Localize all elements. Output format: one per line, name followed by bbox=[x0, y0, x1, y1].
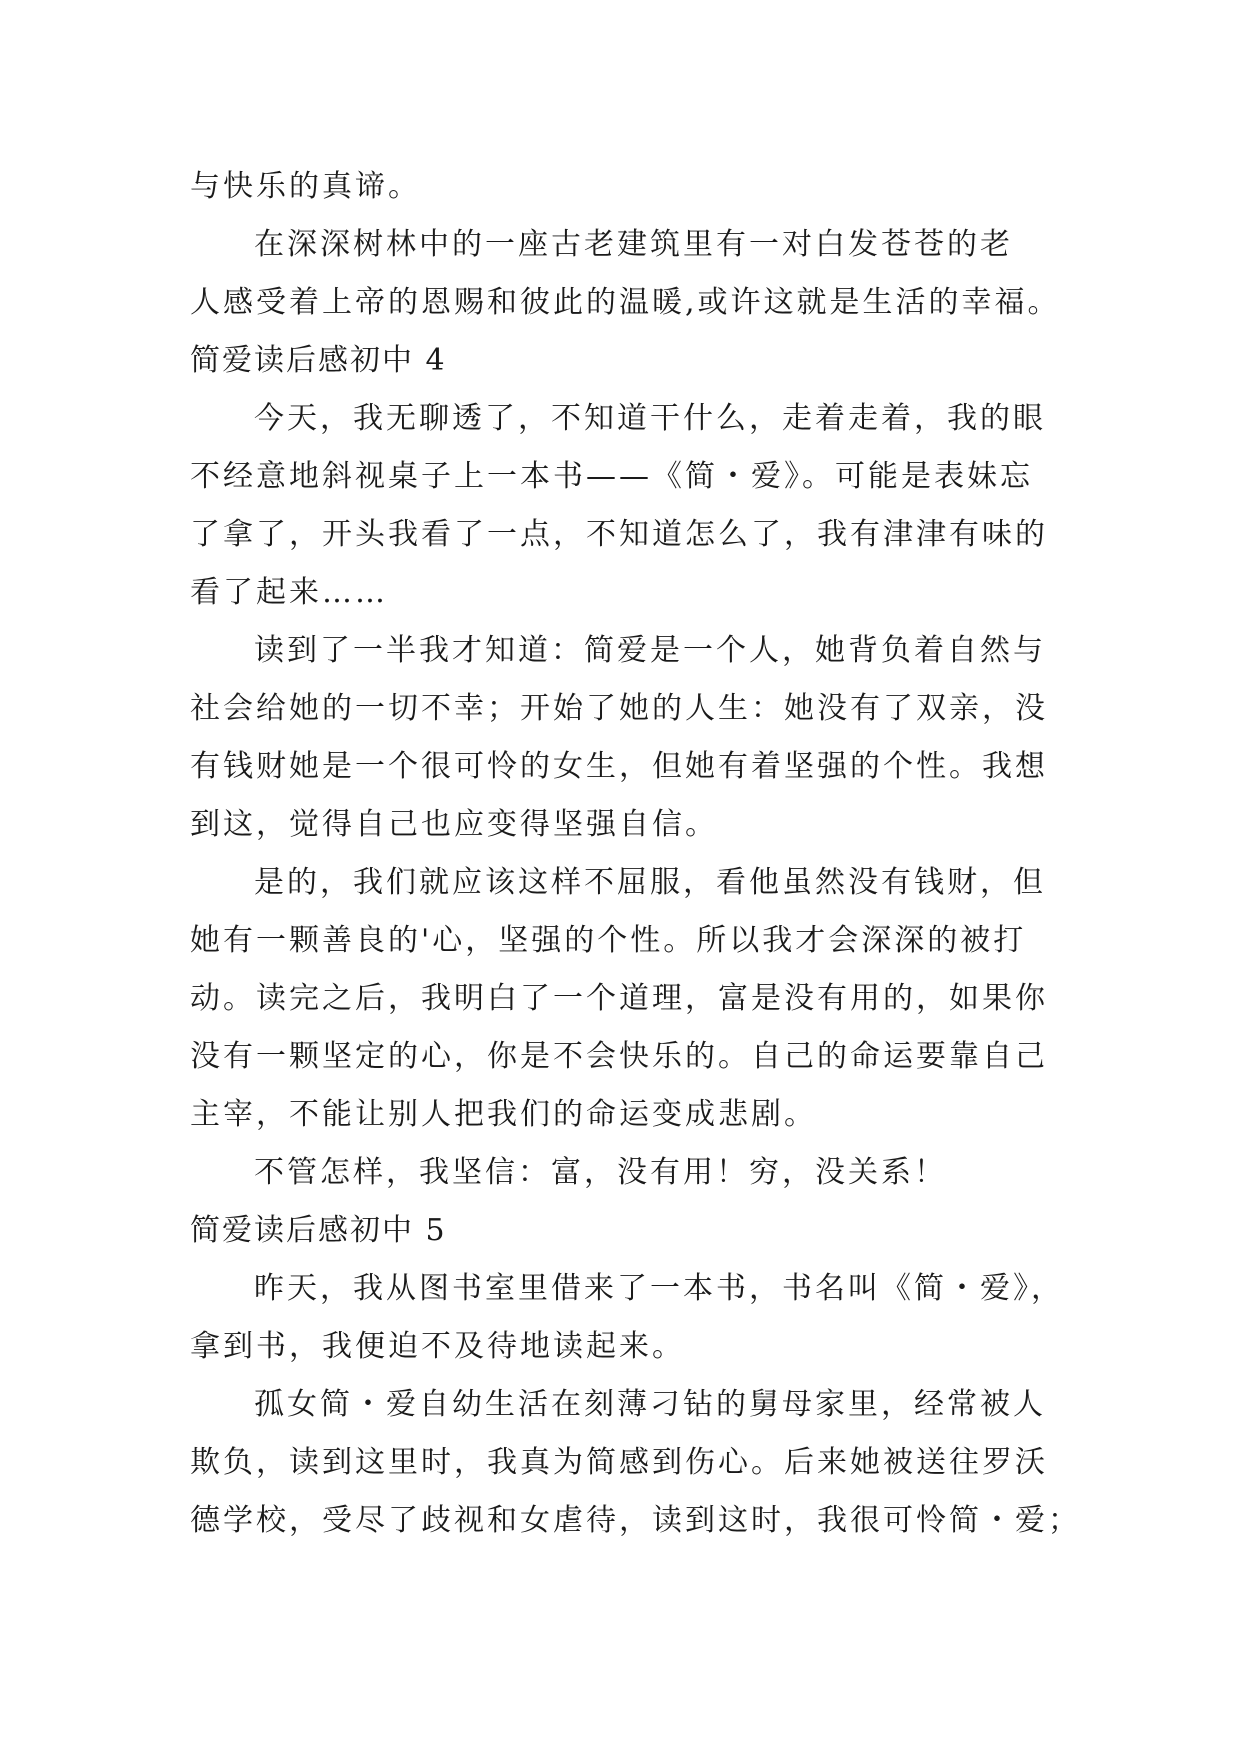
text-line: 她有一颗善良的'心，坚强的个性。所以我才会深深的被打 bbox=[190, 923, 1027, 958]
text-line: 今天，我无聊透了，不知道干什么，走着走着，我的眼 bbox=[254, 401, 1046, 436]
text-line: 不管怎样，我坚信：富，没有用！穷，没关系！ bbox=[254, 1155, 947, 1190]
section-heading: 简爱读后感初中 5 bbox=[190, 1213, 447, 1248]
text-line: 昨天，我从图书室里借来了一本书，书名叫《简・爱》， bbox=[254, 1271, 1064, 1306]
text-line: 社会给她的一切不幸；开始了她的人生：她没有了双亲，没 bbox=[190, 691, 1048, 726]
section-heading: 简爱读后感初中 4 bbox=[190, 343, 447, 378]
text-line: 没有一颗坚定的心，你是不会快乐的。自己的命运要靠自己 bbox=[190, 1039, 1048, 1074]
text-line: 看了起来…… bbox=[190, 575, 388, 610]
text-line: 是的，我们就应该这样不屈服，看他虽然没有钱财，但 bbox=[254, 865, 1046, 900]
text-line: 有钱财她是一个很可怜的女生，但她有着坚强的个性。我想 bbox=[190, 749, 1048, 784]
text-line: 动。读完之后，我明白了一个道理，富是没有用的，如果你 bbox=[190, 981, 1048, 1016]
text-line: 欺负，读到这里时，我真为简感到伤心。后来她被送往罗沃 bbox=[190, 1445, 1048, 1480]
text-line: 主宰，不能让别人把我们的命运变成悲剧。 bbox=[190, 1097, 817, 1132]
text-line: 拿到书，我便迫不及待地读起来。 bbox=[190, 1329, 685, 1364]
text-line: 与快乐的真谛。 bbox=[190, 169, 421, 204]
text-line: 读到了一半我才知道：简爱是一个人，她背负着自然与 bbox=[254, 633, 1046, 668]
text-line: 了拿了，开头我看了一点，不知道怎么了，我有津津有味的 bbox=[190, 517, 1048, 552]
text-line: 在深深树林中的一座古老建筑里有一对白发苍苍的老 bbox=[254, 227, 1013, 262]
text-line: 人感受着上帝的恩赐和彼此的温暖,或许这就是生活的幸福。 bbox=[190, 285, 1061, 320]
text-line: 不经意地斜视桌子上一本书——《简・爱》。可能是表妹忘 bbox=[190, 459, 1033, 494]
text-line: 到这，觉得自己也应变得坚强自信。 bbox=[190, 807, 718, 842]
text-line: 德学校，受尽了歧视和女虐待，读到这时，我很可怜简・爱； bbox=[190, 1503, 1081, 1538]
text-line: 孤女简・爱自幼生活在刻薄刁钻的舅母家里，经常被人 bbox=[254, 1387, 1046, 1422]
document-body bbox=[190, 158, 1090, 1550]
